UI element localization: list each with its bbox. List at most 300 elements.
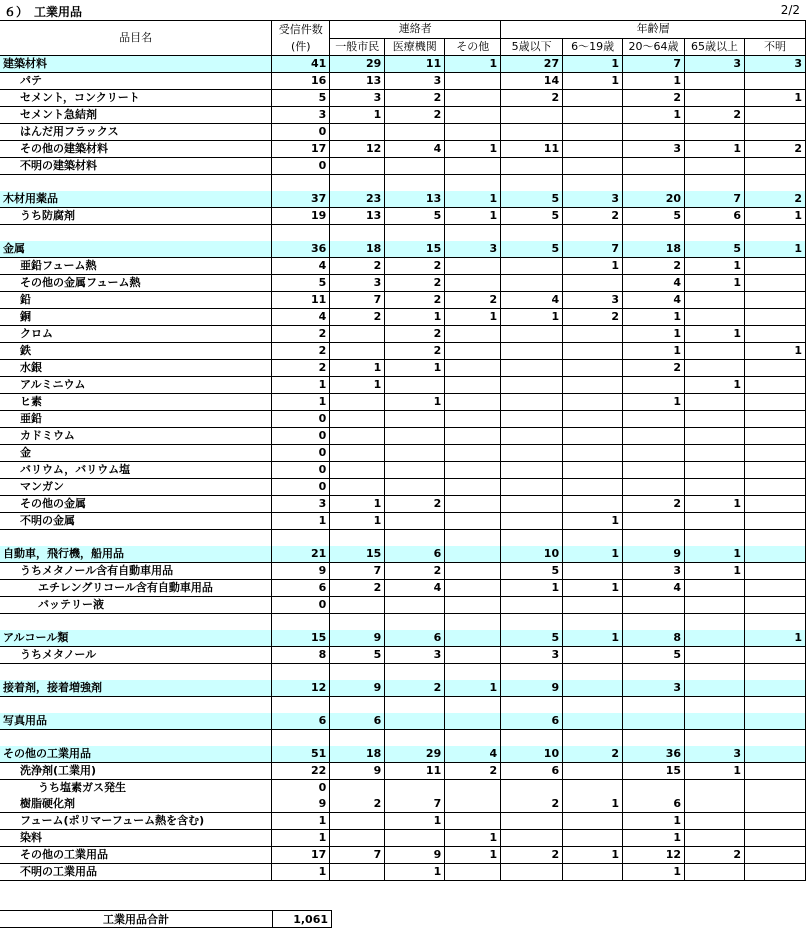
value-cell: 3 bbox=[385, 73, 445, 90]
value-cell: 15 bbox=[330, 546, 385, 563]
value-cell: 1 bbox=[623, 343, 685, 360]
value-cell bbox=[385, 428, 445, 445]
value-cell bbox=[330, 326, 385, 343]
value-cell bbox=[623, 597, 685, 614]
value-cell: 1 bbox=[685, 763, 745, 780]
item-name: バッテリー液 bbox=[0, 597, 272, 614]
empty-cell bbox=[385, 225, 445, 242]
table-row bbox=[0, 208, 806, 225]
value-cell bbox=[745, 309, 806, 326]
value-cell: 13 bbox=[385, 191, 445, 208]
value-cell: 3 bbox=[563, 191, 623, 208]
value-cell bbox=[745, 479, 806, 496]
value-cell: 6 bbox=[330, 713, 385, 730]
value-cell bbox=[745, 292, 806, 309]
empty-cell bbox=[385, 175, 445, 192]
empty-cell bbox=[501, 664, 563, 681]
value-cell: 7 bbox=[330, 847, 385, 864]
value-cell: 11 bbox=[385, 56, 445, 73]
value-cell: 1 bbox=[745, 241, 806, 258]
value-cell: 1 bbox=[623, 813, 685, 830]
count-cell: 4 bbox=[272, 309, 330, 326]
value-cell bbox=[745, 763, 806, 780]
empty-cell bbox=[745, 730, 806, 747]
empty-cell bbox=[501, 175, 563, 192]
item-name: マンガン bbox=[0, 479, 272, 496]
value-cell bbox=[685, 292, 745, 309]
value-cell: 1 bbox=[745, 208, 806, 225]
empty-cell bbox=[563, 614, 623, 631]
value-cell bbox=[330, 864, 385, 881]
value-cell: 1 bbox=[445, 141, 501, 158]
item-name: 建築材料 bbox=[0, 56, 272, 73]
value-cell bbox=[745, 158, 806, 175]
item-name: うち防腐剤 bbox=[0, 208, 272, 225]
table-row bbox=[0, 343, 806, 360]
empty-cell bbox=[445, 697, 501, 714]
value-cell: 1 bbox=[623, 830, 685, 847]
value-cell: 5 bbox=[385, 208, 445, 225]
count-cell: 9 bbox=[272, 796, 330, 813]
table-row bbox=[0, 647, 806, 664]
value-cell bbox=[445, 90, 501, 107]
value-cell: 6 bbox=[623, 796, 685, 813]
value-cell bbox=[563, 647, 623, 664]
value-cell bbox=[563, 360, 623, 377]
item-name: 金属 bbox=[0, 241, 272, 258]
table-row bbox=[0, 377, 806, 394]
value-cell: 2 bbox=[330, 796, 385, 813]
value-cell bbox=[445, 546, 501, 563]
category-row bbox=[0, 713, 806, 730]
item-name: その他の金属 bbox=[0, 496, 272, 513]
value-cell bbox=[563, 864, 623, 881]
value-cell bbox=[563, 343, 623, 360]
table-row bbox=[0, 90, 806, 107]
value-cell bbox=[445, 780, 501, 797]
table-row bbox=[0, 394, 806, 411]
value-cell bbox=[501, 462, 563, 479]
value-cell bbox=[563, 496, 623, 513]
value-cell: 36 bbox=[623, 746, 685, 763]
table-row bbox=[0, 141, 806, 158]
value-cell: 2 bbox=[330, 580, 385, 597]
value-cell bbox=[501, 275, 563, 292]
value-cell: 2 bbox=[745, 191, 806, 208]
value-cell: 1 bbox=[563, 580, 623, 597]
value-cell bbox=[501, 864, 563, 881]
value-cell bbox=[563, 90, 623, 107]
spacer-row bbox=[0, 175, 806, 192]
value-cell: 4 bbox=[385, 580, 445, 597]
value-cell: 3 bbox=[623, 563, 685, 580]
empty-cell bbox=[563, 730, 623, 747]
empty-cell bbox=[272, 175, 330, 192]
value-cell: 5 bbox=[501, 191, 563, 208]
value-cell bbox=[330, 597, 385, 614]
value-cell bbox=[330, 428, 385, 445]
empty-cell bbox=[685, 664, 745, 681]
value-cell bbox=[745, 597, 806, 614]
value-cell: 1 bbox=[445, 830, 501, 847]
column-header-sub: 不明 bbox=[745, 38, 806, 56]
value-cell bbox=[623, 780, 685, 797]
value-cell bbox=[745, 360, 806, 377]
value-cell bbox=[385, 830, 445, 847]
value-cell bbox=[563, 713, 623, 730]
category-row bbox=[0, 630, 806, 647]
count-cell: 0 bbox=[272, 411, 330, 428]
empty-cell bbox=[330, 664, 385, 681]
value-cell: 2 bbox=[385, 107, 445, 124]
value-cell: 1 bbox=[501, 309, 563, 326]
empty-cell bbox=[445, 664, 501, 681]
value-cell: 1 bbox=[685, 546, 745, 563]
value-cell: 18 bbox=[330, 746, 385, 763]
value-cell: 1 bbox=[623, 107, 685, 124]
value-cell: 1 bbox=[385, 813, 445, 830]
value-cell: 2 bbox=[330, 309, 385, 326]
value-cell bbox=[563, 124, 623, 141]
item-name: バリウム，バリウム塩 bbox=[0, 462, 272, 479]
value-cell: 1 bbox=[563, 630, 623, 647]
value-cell: 1 bbox=[563, 847, 623, 864]
item-name: 亜鉛フューム熱 bbox=[0, 258, 272, 275]
empty-cell bbox=[330, 730, 385, 747]
table-row bbox=[0, 445, 806, 462]
item-name: 不明の金属 bbox=[0, 513, 272, 530]
value-cell bbox=[563, 763, 623, 780]
value-cell: 1 bbox=[623, 309, 685, 326]
value-cell: 2 bbox=[623, 90, 685, 107]
value-cell bbox=[445, 597, 501, 614]
count-cell: 22 bbox=[272, 763, 330, 780]
value-cell: 13 bbox=[330, 208, 385, 225]
value-cell: 10 bbox=[501, 746, 563, 763]
value-cell: 1 bbox=[685, 275, 745, 292]
value-cell bbox=[445, 394, 501, 411]
value-cell bbox=[685, 630, 745, 647]
item-name: 自動車，飛行機，船用品 bbox=[0, 546, 272, 563]
total-row bbox=[0, 910, 332, 928]
value-cell bbox=[501, 258, 563, 275]
empty-cell bbox=[445, 730, 501, 747]
table-row bbox=[0, 158, 806, 175]
item-name: パテ bbox=[0, 73, 272, 90]
value-cell: 1 bbox=[685, 563, 745, 580]
value-cell bbox=[330, 343, 385, 360]
item-name: その他の金属フューム熱 bbox=[0, 275, 272, 292]
empty-cell bbox=[685, 225, 745, 242]
column-header-count: 受信件数 bbox=[272, 21, 330, 39]
item-name: 洗浄剤(工業用) bbox=[0, 763, 272, 780]
value-cell: 1 bbox=[445, 847, 501, 864]
value-cell: 7 bbox=[623, 56, 685, 73]
value-cell: 5 bbox=[501, 208, 563, 225]
table-row bbox=[0, 847, 806, 864]
count-cell: 0 bbox=[272, 428, 330, 445]
value-cell: 12 bbox=[623, 847, 685, 864]
value-cell bbox=[685, 830, 745, 847]
value-cell bbox=[745, 563, 806, 580]
value-cell bbox=[745, 830, 806, 847]
value-cell bbox=[623, 158, 685, 175]
value-cell bbox=[685, 428, 745, 445]
count-cell: 1 bbox=[272, 813, 330, 830]
table-row bbox=[0, 496, 806, 513]
empty-cell bbox=[501, 530, 563, 547]
value-cell bbox=[563, 107, 623, 124]
value-cell: 9 bbox=[330, 680, 385, 697]
empty-cell bbox=[330, 614, 385, 631]
value-cell: 9 bbox=[330, 763, 385, 780]
empty-cell bbox=[0, 730, 272, 747]
value-cell bbox=[745, 847, 806, 864]
value-cell: 1 bbox=[501, 580, 563, 597]
value-cell bbox=[563, 462, 623, 479]
empty-cell bbox=[685, 530, 745, 547]
value-cell bbox=[501, 360, 563, 377]
value-cell bbox=[745, 326, 806, 343]
value-cell: 1 bbox=[745, 630, 806, 647]
value-cell: 2 bbox=[385, 292, 445, 309]
value-cell: 1 bbox=[563, 796, 623, 813]
table-row bbox=[0, 796, 806, 813]
value-cell bbox=[501, 830, 563, 847]
value-cell bbox=[445, 377, 501, 394]
item-name: 樹脂硬化剤 bbox=[0, 796, 272, 813]
value-cell: 1 bbox=[623, 864, 685, 881]
empty-cell bbox=[272, 697, 330, 714]
item-name: 染料 bbox=[0, 830, 272, 847]
value-cell: 2 bbox=[501, 847, 563, 864]
count-cell: 5 bbox=[272, 275, 330, 292]
value-cell: 4 bbox=[501, 292, 563, 309]
value-cell: 23 bbox=[330, 191, 385, 208]
count-cell: 0 bbox=[272, 462, 330, 479]
value-cell bbox=[385, 377, 445, 394]
table-row bbox=[0, 563, 806, 580]
value-cell: 1 bbox=[685, 258, 745, 275]
item-name: 亜鉛 bbox=[0, 411, 272, 428]
value-cell bbox=[563, 275, 623, 292]
value-cell: 6 bbox=[501, 713, 563, 730]
table-row bbox=[0, 580, 806, 597]
value-cell: 1 bbox=[745, 90, 806, 107]
value-cell bbox=[685, 513, 745, 530]
value-cell bbox=[563, 141, 623, 158]
empty-cell bbox=[563, 697, 623, 714]
value-cell: 3 bbox=[685, 746, 745, 763]
spacer-row bbox=[0, 697, 806, 714]
statistics-table bbox=[0, 20, 806, 881]
value-cell bbox=[623, 462, 685, 479]
empty-cell bbox=[385, 530, 445, 547]
value-cell: 1 bbox=[385, 864, 445, 881]
value-cell: 2 bbox=[330, 258, 385, 275]
count-cell: 1 bbox=[272, 513, 330, 530]
count-cell: 8 bbox=[272, 647, 330, 664]
empty-cell bbox=[330, 530, 385, 547]
empty-cell bbox=[330, 225, 385, 242]
category-row bbox=[0, 191, 806, 208]
empty-cell bbox=[745, 664, 806, 681]
count-cell: 11 bbox=[272, 292, 330, 309]
value-cell: 2 bbox=[385, 275, 445, 292]
count-cell: 1 bbox=[272, 377, 330, 394]
value-cell: 3 bbox=[330, 275, 385, 292]
empty-cell bbox=[330, 697, 385, 714]
value-cell: 1 bbox=[385, 360, 445, 377]
count-cell: 0 bbox=[272, 479, 330, 496]
column-header-sub: 一般市民 bbox=[330, 38, 385, 56]
item-name: セメント，コンクリート bbox=[0, 90, 272, 107]
value-cell: 4 bbox=[623, 580, 685, 597]
value-cell: 7 bbox=[685, 191, 745, 208]
category-row bbox=[0, 546, 806, 563]
value-cell bbox=[685, 813, 745, 830]
column-header-count-unit: (件) bbox=[272, 38, 330, 56]
empty-cell bbox=[272, 730, 330, 747]
value-cell bbox=[445, 107, 501, 124]
item-name: 不明の建築材料 bbox=[0, 158, 272, 175]
value-cell: 3 bbox=[330, 90, 385, 107]
value-cell bbox=[445, 445, 501, 462]
value-cell: 11 bbox=[501, 141, 563, 158]
item-name: セメント急結剤 bbox=[0, 107, 272, 124]
category-row bbox=[0, 241, 806, 258]
value-cell bbox=[685, 445, 745, 462]
value-cell bbox=[685, 796, 745, 813]
value-cell bbox=[501, 124, 563, 141]
value-cell bbox=[745, 813, 806, 830]
empty-cell bbox=[445, 530, 501, 547]
count-cell: 0 bbox=[272, 597, 330, 614]
value-cell bbox=[563, 680, 623, 697]
empty-cell bbox=[385, 664, 445, 681]
item-name: カドミウム bbox=[0, 428, 272, 445]
spacer-row bbox=[0, 664, 806, 681]
count-cell: 2 bbox=[272, 343, 330, 360]
value-cell: 10 bbox=[501, 546, 563, 563]
value-cell bbox=[563, 394, 623, 411]
count-cell: 37 bbox=[272, 191, 330, 208]
table-row bbox=[0, 73, 806, 90]
empty-cell bbox=[272, 530, 330, 547]
item-name: アルコール類 bbox=[0, 630, 272, 647]
item-name: 鉄 bbox=[0, 343, 272, 360]
value-cell: 1 bbox=[563, 56, 623, 73]
value-cell bbox=[745, 428, 806, 445]
value-cell: 2 bbox=[385, 326, 445, 343]
empty-cell bbox=[745, 697, 806, 714]
item-name: ヒ素 bbox=[0, 394, 272, 411]
value-cell: 13 bbox=[330, 73, 385, 90]
empty-cell bbox=[623, 664, 685, 681]
value-cell: 6 bbox=[385, 546, 445, 563]
value-cell: 3 bbox=[685, 56, 745, 73]
table-row bbox=[0, 428, 806, 445]
value-cell bbox=[623, 713, 685, 730]
value-cell bbox=[745, 445, 806, 462]
table-header bbox=[0, 21, 806, 56]
item-name: その他の工業用品 bbox=[0, 746, 272, 763]
value-cell: 3 bbox=[623, 680, 685, 697]
count-cell: 21 bbox=[272, 546, 330, 563]
value-cell bbox=[745, 496, 806, 513]
item-name: うち塩素ガス発生 bbox=[38, 781, 126, 794]
table-row bbox=[0, 360, 806, 377]
column-group-contact: 連絡者 bbox=[330, 21, 501, 39]
value-cell: 20 bbox=[623, 191, 685, 208]
value-cell bbox=[445, 124, 501, 141]
empty-cell bbox=[272, 664, 330, 681]
value-cell: 1 bbox=[563, 513, 623, 530]
value-cell bbox=[501, 445, 563, 462]
value-cell bbox=[330, 411, 385, 428]
value-cell bbox=[745, 746, 806, 763]
value-cell bbox=[445, 258, 501, 275]
value-cell: 9 bbox=[501, 680, 563, 697]
value-cell bbox=[563, 445, 623, 462]
value-cell: 4 bbox=[623, 275, 685, 292]
value-cell bbox=[745, 73, 806, 90]
empty-cell bbox=[385, 614, 445, 631]
value-cell: 6 bbox=[501, 763, 563, 780]
empty-cell bbox=[501, 614, 563, 631]
count-cell: 16 bbox=[272, 73, 330, 90]
empty-cell bbox=[0, 225, 272, 242]
empty-cell bbox=[0, 697, 272, 714]
category-row bbox=[0, 680, 806, 697]
table-row bbox=[0, 479, 806, 496]
table-row bbox=[0, 124, 806, 141]
table-row bbox=[0, 830, 806, 847]
empty-cell bbox=[563, 530, 623, 547]
table-row bbox=[0, 513, 806, 530]
value-cell: 3 bbox=[445, 241, 501, 258]
value-cell bbox=[501, 411, 563, 428]
empty-cell bbox=[563, 175, 623, 192]
value-cell bbox=[623, 428, 685, 445]
value-cell: 3 bbox=[563, 292, 623, 309]
value-cell bbox=[745, 124, 806, 141]
value-cell: 2 bbox=[623, 258, 685, 275]
table-row bbox=[0, 258, 806, 275]
item-name: アルミニウム bbox=[0, 377, 272, 394]
value-cell: 2 bbox=[385, 343, 445, 360]
value-cell bbox=[623, 479, 685, 496]
value-cell: 12 bbox=[330, 141, 385, 158]
value-cell: 3 bbox=[623, 141, 685, 158]
value-cell: 27 bbox=[501, 56, 563, 73]
value-cell: 18 bbox=[623, 241, 685, 258]
empty-cell bbox=[745, 225, 806, 242]
value-cell bbox=[445, 563, 501, 580]
value-cell bbox=[385, 462, 445, 479]
value-cell bbox=[445, 513, 501, 530]
count-cell: 4 bbox=[272, 258, 330, 275]
item-name: 銅 bbox=[0, 309, 272, 326]
item-name: フューム(ポリマーフューム熱を含む) bbox=[0, 813, 272, 830]
empty-cell bbox=[685, 614, 745, 631]
value-cell bbox=[745, 680, 806, 697]
value-cell: 1 bbox=[330, 107, 385, 124]
table-row bbox=[0, 597, 806, 614]
table-row bbox=[0, 326, 806, 343]
value-cell: 4 bbox=[385, 141, 445, 158]
count-cell: 1 bbox=[272, 830, 330, 847]
